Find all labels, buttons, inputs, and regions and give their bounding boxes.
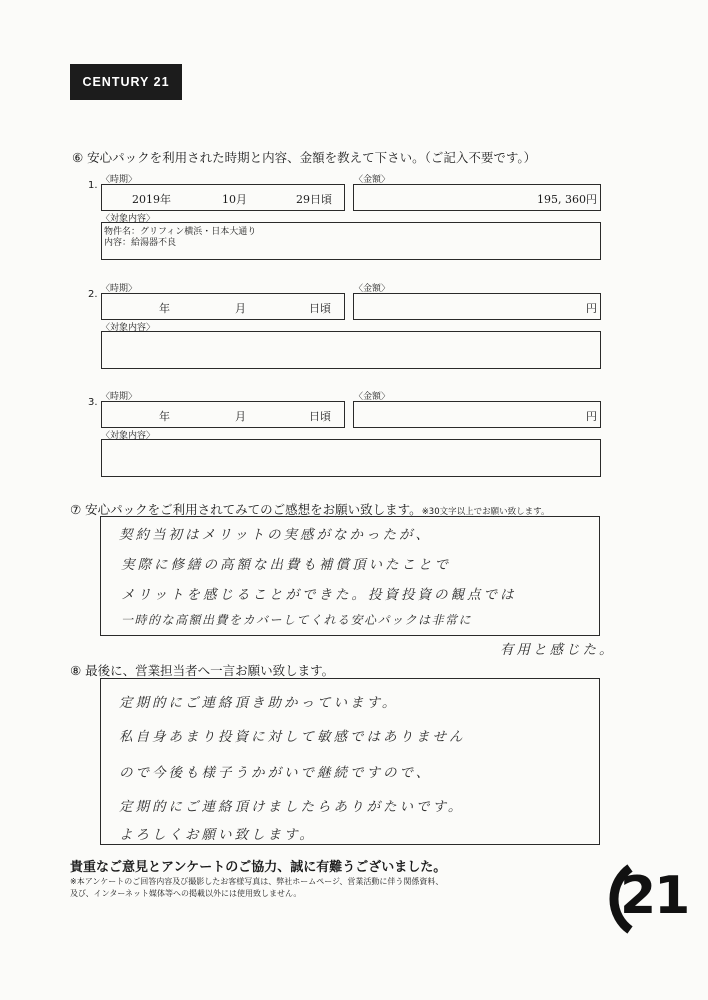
entry1-target-box	[101, 222, 601, 260]
entry2-day: 日頃	[309, 302, 331, 315]
entry2-period-label: 〈時期〉	[101, 284, 138, 294]
entry2-amount: 円	[586, 302, 597, 315]
entry3-number: 3.	[88, 397, 98, 408]
entry1-target-line1: 物件名：グリフィン横浜・日本大通り	[104, 227, 257, 237]
logo-text: CENTURY 21	[82, 75, 170, 89]
entry1-amount-label: 〈金額〉	[354, 175, 391, 185]
footer-thanks: 貴重なご意見とアンケートのご協力、誠に有難うございました。	[70, 860, 447, 875]
entry3-day: 日頃	[309, 410, 331, 423]
section7-hand-line5: 有用と感じた。	[500, 642, 616, 658]
section8-hand-line3: ので今後も様子うかがいで継続ですので、	[119, 765, 433, 781]
section8-hand-line5: よろしくお願い致します。	[119, 827, 316, 843]
century21-logo	[70, 64, 182, 100]
entry1-month: 10月	[222, 193, 247, 206]
entry3-month: 月	[235, 410, 246, 423]
section7-hand-line4: 一時的な高額出費をカバーしてくれる安心パックは非常に	[121, 613, 473, 627]
section8-hand-line1: 定期的にご連絡頂き助かっています。	[119, 695, 399, 711]
section7-hand-line1: 契約当初はメリットの実感がなかったが、	[119, 527, 432, 543]
entry1-amount-box	[353, 184, 601, 211]
entry2-amount-box	[353, 293, 601, 320]
entry2-target-label: 〈対象内容〉	[101, 323, 156, 333]
entry1-year: 2019年	[132, 193, 171, 206]
entry2-target-box	[101, 331, 601, 369]
entry2-amount-label: 〈金額〉	[354, 284, 391, 294]
entry3-target-box	[101, 439, 601, 477]
entry1-period-label: 〈時期〉	[101, 175, 138, 185]
entry3-amount: 円	[586, 410, 597, 423]
section7-hand-line2: 実際に修繕の高額な出費も補償頂いたことで	[121, 557, 451, 573]
entry3-target-label: 〈対象内容〉	[101, 431, 156, 441]
entry1-target-line2: 内容：給湯器不良	[104, 238, 177, 248]
footer-note-line2: 及び、インターネット媒体等への掲載以外には使用致しません。	[70, 889, 302, 898]
c21-corner-mark	[594, 858, 689, 938]
footer-note-line1: ※本アンケートのご回答内容及び撮影したお客様写真は、弊社ホームページ、営業活動に伴う関係資料、	[70, 877, 444, 886]
section6-title: ⑥ 安心パックを利用された時期と内容、金額を教えて下さい。（ご記入不要です。）	[72, 150, 537, 165]
section8-answer-box	[100, 678, 600, 845]
entry2-period-box	[101, 293, 345, 320]
entry3-year: 年	[159, 410, 170, 423]
section7-title-text: ⑦ 安心パックをご利用されてみてのご感想をお願い致します。	[70, 502, 422, 517]
entry3-amount-box	[353, 401, 601, 428]
entry2-year: 年	[159, 302, 170, 315]
section8-title: ⑧ 最後に、営業担当者へ一言お願い致します。	[70, 663, 335, 678]
entry1-period-box	[101, 184, 345, 211]
entry1-amount: 195, 360円	[537, 193, 597, 206]
entry2-month: 月	[235, 302, 246, 315]
section7-hand-line3: メリットを感じることができた。投資投資の観点では	[121, 587, 517, 603]
entry1-day: 29日頃	[296, 193, 332, 206]
entry3-period-label: 〈時期〉	[101, 392, 138, 402]
c21-mark-text: 21	[620, 866, 689, 926]
section8-hand-line2: 私自身あまり投資に対して敏感ではありません	[119, 729, 466, 745]
section8-hand-line4: 定期的にご連絡頂けましたらありがたいです。	[119, 799, 465, 815]
entry1-target-label: 〈対象内容〉	[101, 214, 156, 224]
section7-note: ※30文字以上でお願い致します。	[421, 507, 550, 517]
section7-answer-box	[100, 516, 600, 636]
entry3-amount-label: 〈金額〉	[354, 392, 391, 402]
entry1-number: 1.	[88, 180, 98, 191]
entry3-period-box	[101, 401, 345, 428]
entry2-number: 2.	[88, 289, 98, 300]
